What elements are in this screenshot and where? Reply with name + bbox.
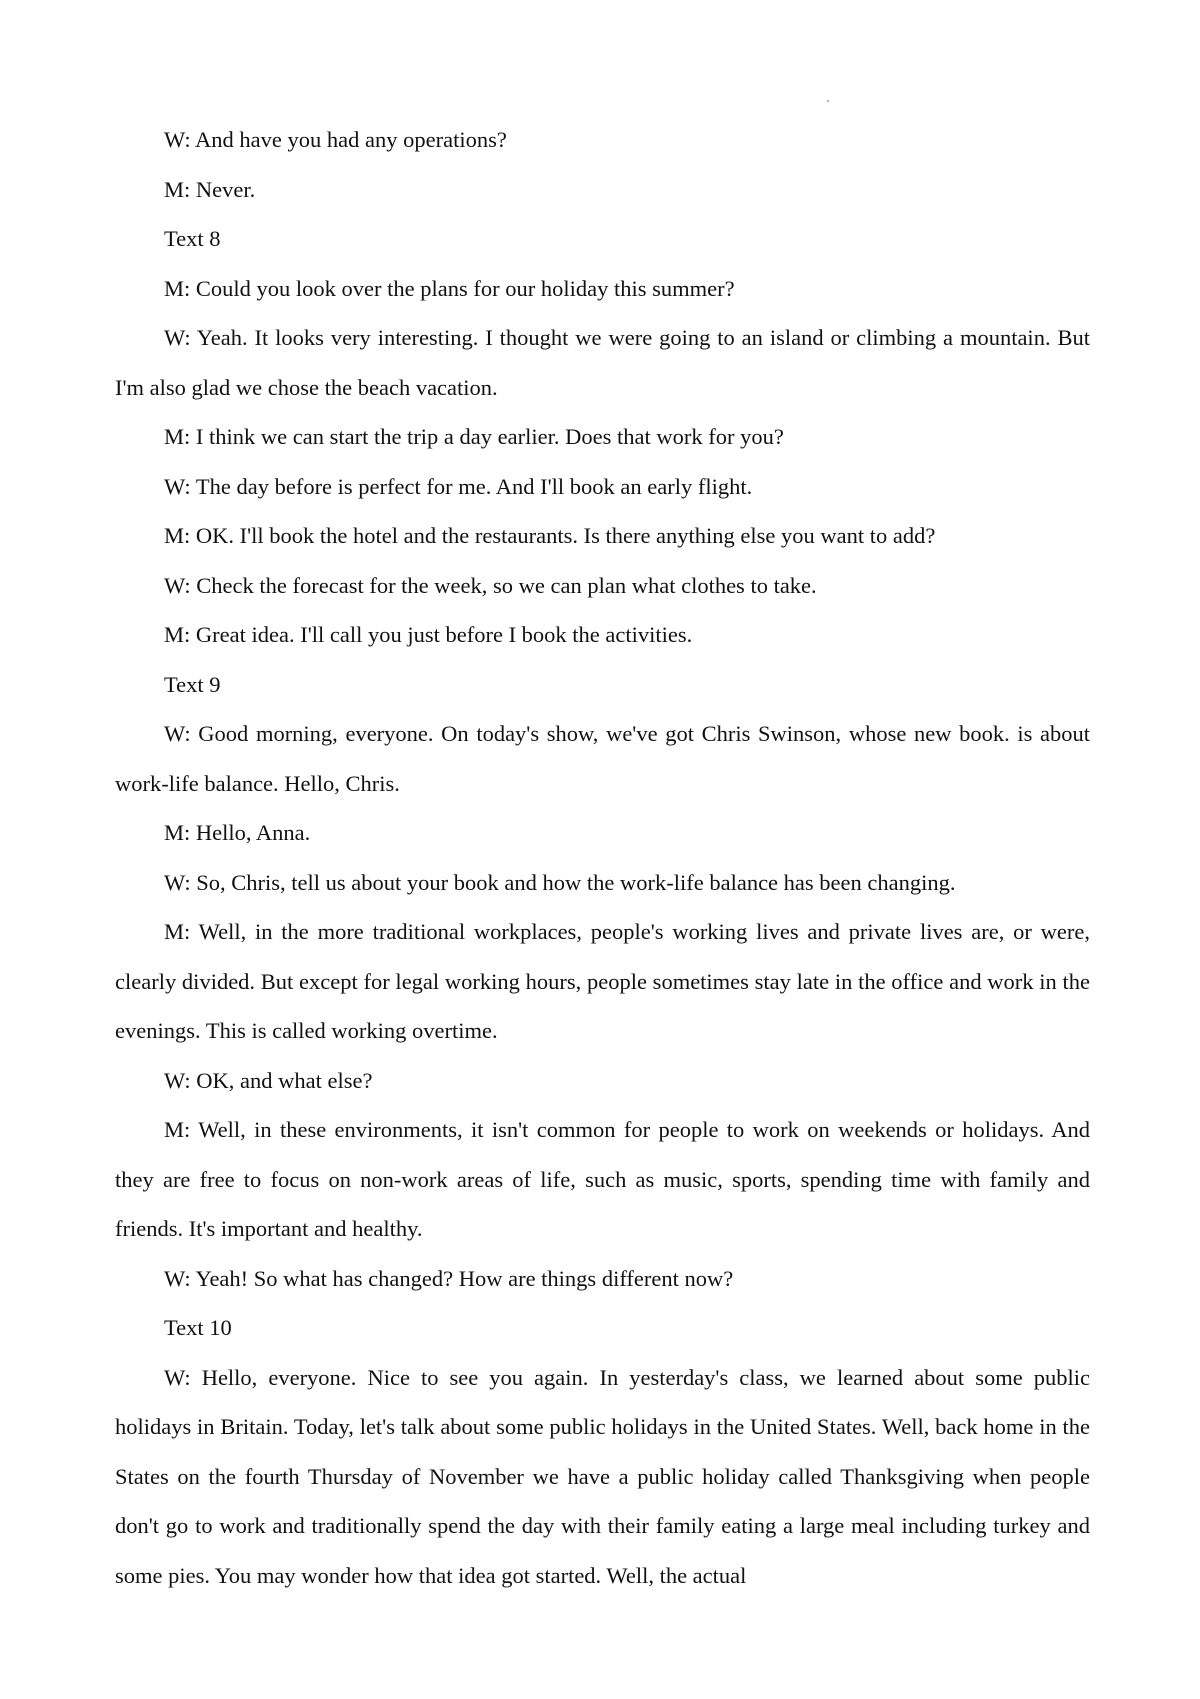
dialogue-line: M: Great idea. I'll call you just before I book the activities. [164, 622, 693, 647]
section-heading-text-9: Text 9 [164, 671, 221, 697]
dialogue-line: W: Yeah. It looks very interesting. I thought we were going to an island or climbing a mountain. But I'm also glad we chose the beach vacation. [115, 325, 1090, 400]
dialogue-line: W: So, Chris, tell us about your book and how the work-life balance has been changing. [164, 869, 956, 895]
dialogue-line: W: And have you had any operations? [164, 127, 507, 152]
section-heading-text-8: Text 8 [164, 226, 221, 251]
dialogue-line: W: Check the forecast for the week, so we can plan what clothes to take. [164, 572, 817, 598]
dialogue-line: M: Hello, Anna. [164, 820, 311, 845]
dialogue-line: M: Well, in these environments, it isn't common for people to work on weekends or holidays. And they are free to focus on non-work areas of life, such as music, sports, spending time with family and friends. It's important and healthy. [115, 1117, 1090, 1241]
dialogue-line: M: Never. [164, 176, 256, 202]
dialogue-line: M: I think we can start the trip a day earlier. Does that work for you? [164, 424, 784, 449]
dialogue-line: M: Could you look over the plans for our holiday this summer? [164, 275, 735, 301]
dialogue-line: W: Good morning, everyone. On today's show, we've got Chris Swinson, whose new book. is about work-life balance. Hello, Chris. [115, 721, 1090, 796]
dialogue-line: W: OK, and what else? [164, 1067, 373, 1093]
scan-speck [827, 100, 829, 102]
dialogue-line: W: The day before is perfect for me. And I'll book an early flight. [164, 473, 753, 499]
dialogue-line: W: Hello, everyone. Nice to see you again. In yesterday's class, we learned about some public holidays in Britain. Today, let's talk about some public holidays in the United States. Well, back home in the States on the fourth Thursday of November we have a public holiday called Thanksgiving when people don't go to work and traditionally spend the day with their family eating a large meal including turkey and some pies. You may wonder how that idea got started. Well, the actual [115, 1364, 1090, 1588]
dialogue-line: W: Yeah! So what has changed? How are things different now? [164, 1265, 734, 1291]
dialogue-line: M: Well, in the more traditional workplaces, people's working lives and private lives are, or were, clearly divided. But except for legal working hours, people sometimes stay late in the office and work in the evenings. This is called working overtime. [115, 919, 1090, 1043]
transcript-body [115, 115, 1090, 1600]
section-heading-text-10: Text 10 [164, 1315, 232, 1340]
dialogue-line: M: OK. I'll book the hotel and the restaurants. Is there anything else you want to add? [164, 523, 936, 548]
